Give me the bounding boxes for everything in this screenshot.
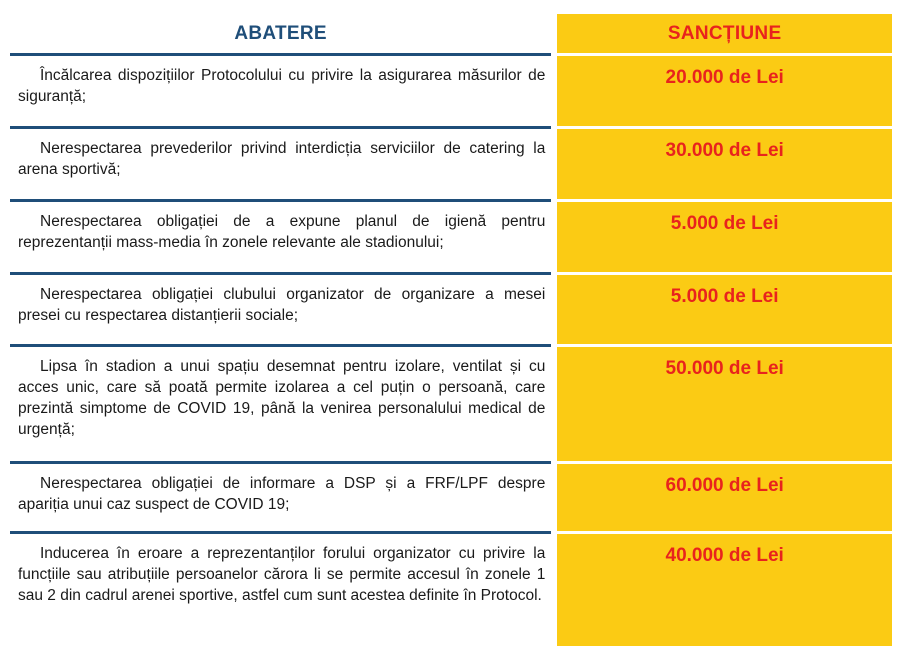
sanction-amount: 5.000 de Lei — [670, 286, 779, 307]
header-sanctiune-label: SANCȚIUNE — [667, 22, 782, 44]
violation-cell — [10, 56, 551, 129]
violation-text: Lipsa în stadion a unui spațiu desemnat pentru izolare, ventilat și cu acces unic, care să poată permite izolarea a cel puțin o persoană, care prezintă simptome de COVID 19, până la venirea personalului medical de urgență; — [18, 358, 546, 438]
sanction-amount: 30.000 de Lei — [665, 140, 784, 161]
sanction-cell — [557, 275, 892, 347]
violation-cell — [10, 202, 551, 275]
table-row — [10, 129, 892, 202]
sanction-cell — [557, 464, 892, 534]
sanction-cell — [557, 347, 892, 464]
sanction-cell — [557, 202, 892, 275]
violation-text: Nerespectarea prevederilor privind interdicția serviciilor de catering la arena sportivă; — [18, 140, 546, 178]
violation-cell — [10, 347, 551, 464]
header-cell-sanctiune — [557, 14, 892, 56]
sanction-cell — [557, 129, 892, 202]
sanction-cell — [557, 534, 892, 646]
violation-text: Nerespectarea obligației de informare a DSP și a FRF/LPF despre apariția unui caz suspect de COVID 19; — [18, 475, 546, 513]
violation-cell — [10, 129, 551, 202]
sanction-amount: 5.000 de Lei — [670, 213, 779, 234]
violation-cell — [10, 464, 551, 534]
sanction-amount: 20.000 de Lei — [665, 67, 784, 88]
violation-text: Inducerea în eroare a reprezentanților forului organizator cu privire la funcțiile sau atribuțiile persoanelor cărora li se permite accesul în zonele 1 sau 2 din cadrul arenei sportive, astfel cum sunt acestea definite în Protocol. — [18, 545, 546, 604]
header-abatere-label: ABATERE — [234, 22, 327, 44]
violation-text: Nerespectarea obligației de a expune planul de igienă pentru reprezentanții mass-media în zonele relevante ale stadionului; — [18, 213, 546, 251]
sanction-amount: 40.000 de Lei — [665, 545, 784, 566]
table-header — [10, 14, 892, 56]
sanction-cell — [557, 56, 892, 129]
table-row — [10, 275, 892, 347]
table-row — [10, 202, 892, 275]
violation-cell — [10, 275, 551, 347]
sanction-amount: 60.000 de Lei — [665, 475, 784, 496]
header-cell-abatere — [10, 14, 551, 56]
table-row — [10, 464, 892, 534]
table-row — [10, 534, 892, 646]
table-row — [10, 347, 892, 464]
table-row — [10, 56, 892, 129]
violation-text: Încălcarea dispozițiilor Protocolului cu privire la asigurarea măsurilor de siguranță; — [18, 67, 546, 105]
sanction-amount: 50.000 de Lei — [665, 358, 784, 379]
violation-text: Nerespectarea obligației clubului organizator de organizare a mesei presei cu respectarea distanțierii sociale; — [18, 286, 546, 324]
sanctions-table — [10, 14, 892, 646]
violation-cell — [10, 534, 551, 646]
